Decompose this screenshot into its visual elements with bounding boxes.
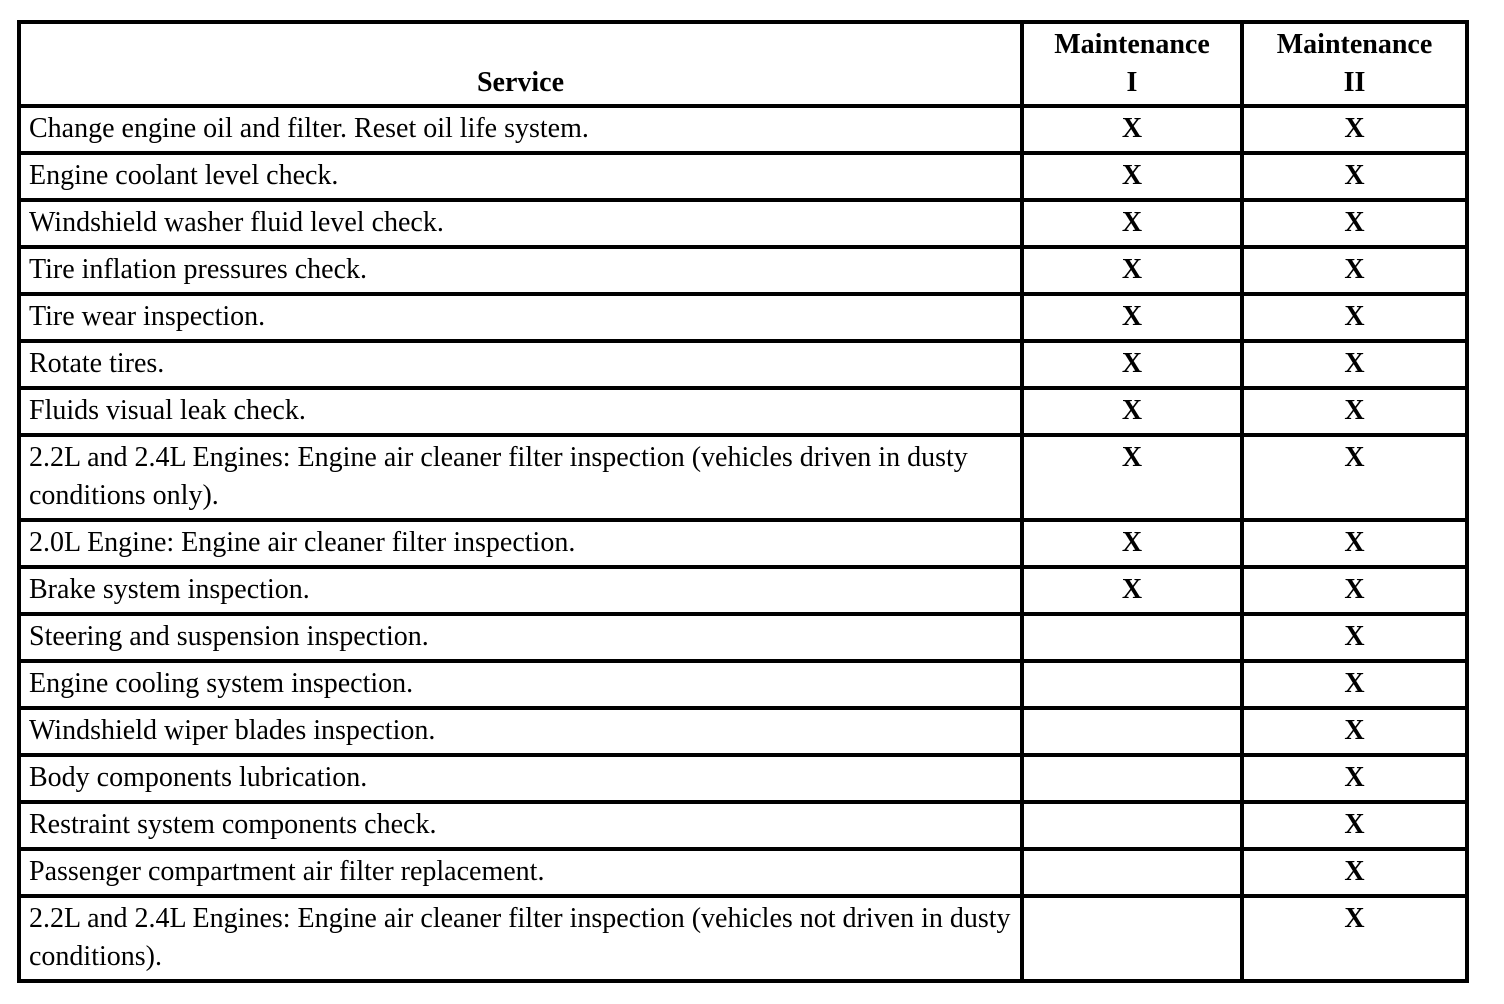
service-cell: Brake system inspection.	[19, 567, 1022, 614]
maintenance-1-mark	[1022, 661, 1242, 708]
maintenance-1-mark	[1022, 755, 1242, 802]
service-column-header	[19, 22, 1022, 106]
maintenance-1-mark	[1022, 849, 1242, 896]
service-cell: Engine coolant level check.	[19, 153, 1022, 200]
table-row	[19, 200, 1467, 247]
table-row	[19, 567, 1467, 614]
maintenance-2-mark: X	[1242, 755, 1467, 802]
maintenance-2-mark: X	[1242, 435, 1467, 520]
maintenance-2-mark: X	[1242, 849, 1467, 896]
table-row	[19, 153, 1467, 200]
service-cell: Body components lubrication.	[19, 755, 1022, 802]
maintenance-2-mark: X	[1242, 200, 1467, 247]
table-row	[19, 802, 1467, 849]
table-row	[19, 614, 1467, 661]
service-cell: 2.0L Engine: Engine air cleaner filter inspection.	[19, 520, 1022, 567]
maintenance-2-header-numeral: II	[1343, 67, 1366, 98]
service-cell: Change engine oil and filter. Reset oil life system.	[19, 106, 1022, 153]
maintenance-1-mark: X	[1022, 106, 1242, 153]
maintenance-2-mark: X	[1242, 614, 1467, 661]
maintenance-2-mark: X	[1242, 896, 1467, 981]
maintenance-2-mark: X	[1242, 520, 1467, 567]
maintenance-1-mark	[1022, 896, 1242, 981]
table-row	[19, 755, 1467, 802]
maintenance-1-mark: X	[1022, 435, 1242, 520]
maintenance-1-mark: X	[1022, 153, 1242, 200]
service-cell: Restraint system components check.	[19, 802, 1022, 849]
service-cell: Steering and suspension inspection.	[19, 614, 1022, 661]
table-row	[19, 435, 1467, 520]
maintenance-2-mark: X	[1242, 341, 1467, 388]
table-body	[19, 106, 1467, 981]
maintenance-2-mark: X	[1242, 708, 1467, 755]
maintenance-2-mark: X	[1242, 294, 1467, 341]
service-cell: Fluids visual leak check.	[19, 388, 1022, 435]
table-row	[19, 520, 1467, 567]
maintenance-1-mark: X	[1022, 520, 1242, 567]
maintenance-1-column-header	[1022, 22, 1242, 106]
maintenance-1-mark: X	[1022, 247, 1242, 294]
maintenance-2-mark: X	[1242, 802, 1467, 849]
maintenance-1-mark: X	[1022, 341, 1242, 388]
service-cell: Windshield wiper blades inspection.	[19, 708, 1022, 755]
service-cell: Engine cooling system inspection.	[19, 661, 1022, 708]
table-row	[19, 896, 1467, 981]
table-row	[19, 341, 1467, 388]
maintenance-schedule-table	[17, 20, 1469, 983]
table-row	[19, 849, 1467, 896]
table-row	[19, 106, 1467, 153]
service-header-label: Service	[476, 67, 565, 98]
maintenance-1-header-word: Maintenance	[1054, 29, 1210, 60]
maintenance-2-mark: X	[1242, 153, 1467, 200]
maintenance-2-mark: X	[1242, 247, 1467, 294]
maintenance-1-mark	[1022, 614, 1242, 661]
maintenance-2-column-header	[1242, 22, 1467, 106]
service-cell: Tire wear inspection.	[19, 294, 1022, 341]
service-cell: Windshield washer fluid level check.	[19, 200, 1022, 247]
maintenance-1-mark: X	[1022, 567, 1242, 614]
maintenance-1-mark: X	[1022, 200, 1242, 247]
table-row	[19, 708, 1467, 755]
service-cell: Tire inflation pressures check.	[19, 247, 1022, 294]
maintenance-1-mark	[1022, 708, 1242, 755]
maintenance-1-header-numeral: I	[1126, 67, 1138, 98]
table-row	[19, 294, 1467, 341]
maintenance-1-mark: X	[1022, 388, 1242, 435]
maintenance-2-mark: X	[1242, 388, 1467, 435]
maintenance-2-mark: X	[1242, 661, 1467, 708]
maintenance-1-mark: X	[1022, 294, 1242, 341]
table-row	[19, 661, 1467, 708]
service-cell: Rotate tires.	[19, 341, 1022, 388]
table-row	[19, 388, 1467, 435]
header-row	[19, 22, 1467, 106]
table-row	[19, 247, 1467, 294]
maintenance-2-mark: X	[1242, 106, 1467, 153]
maintenance-2-header-word: Maintenance	[1276, 29, 1433, 60]
service-cell: 2.2L and 2.4L Engines: Engine air cleaner filter inspection (vehicles driven in dusty conditions only).	[19, 435, 1022, 520]
service-cell: 2.2L and 2.4L Engines: Engine air cleaner filter inspection (vehicles not driven in dusty conditions).	[19, 896, 1022, 981]
service-cell: Passenger compartment air filter replacement.	[19, 849, 1022, 896]
maintenance-2-mark: X	[1242, 567, 1467, 614]
maintenance-1-mark	[1022, 802, 1242, 849]
